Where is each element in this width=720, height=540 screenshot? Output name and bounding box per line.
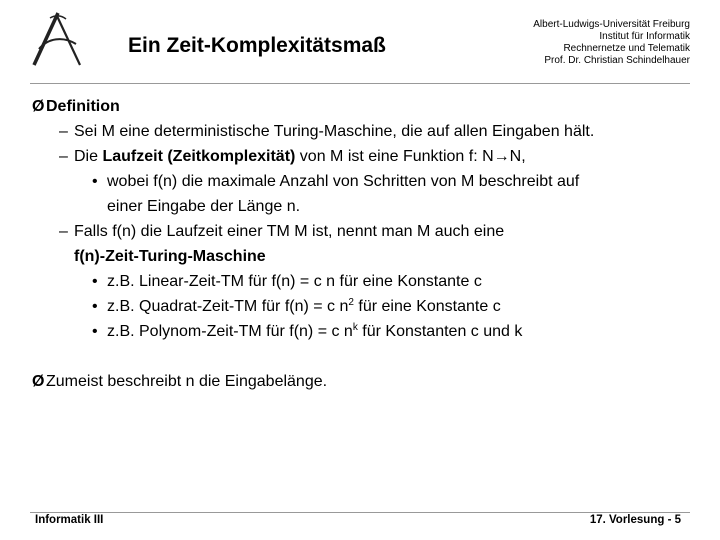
definition-heading — [32, 94, 700, 119]
definition-item-2-term: Laufzeit (Zeitkomplexität) — [102, 148, 296, 165]
university-logo-icon — [30, 10, 86, 68]
dot-bullet-icon: • — [92, 323, 98, 340]
example-item-3-post: für Konstanten c und k — [357, 323, 523, 340]
slide-content — [32, 94, 700, 394]
definition-item-2-suffix: von M ist eine Funktion f: N — [295, 148, 494, 165]
dash-bullet-icon: – — [59, 123, 68, 140]
page-title: Ein Zeit-Komplexitätsmaß — [128, 34, 386, 57]
definition-item-3-text: Falls f(n) die Laufzeit einer TM M ist, nennt man M auch eine — [74, 223, 505, 240]
affiliation-department: Rechnernetze und Telematik — [563, 43, 690, 54]
example-item-1-text: z.B. Linear-Zeit-TM für f(n) = c n für eine Konstante c — [107, 273, 482, 290]
example-item-2-exponent: 2 — [348, 297, 354, 308]
dash-bullet-icon: – — [59, 223, 68, 240]
example-item-2 — [32, 294, 700, 319]
example-item-1 — [32, 269, 700, 294]
affiliation-university: Albert-Ludwigs-Universität Freiburg — [533, 19, 690, 30]
right-arrow-icon: → — [493, 148, 510, 165]
second-heading-text: Zumeist beschreibt n die Eingabelänge. — [46, 373, 328, 390]
second-heading — [32, 369, 700, 394]
example-item-2-pre: z.B. Quadrat-Zeit-TM für f(n) = c n — [107, 298, 349, 315]
footer-course: Informatik III — [35, 514, 104, 526]
definition-subitem-1-line1: wobei f(n) die maximale Anzahl von Schritten von M beschreibt auf — [107, 173, 580, 190]
arrow-bullet-icon: Ø — [32, 373, 45, 390]
definition-item-3-term: f(n)-Zeit-Turing-Maschine — [74, 248, 266, 265]
definition-item-1 — [32, 119, 700, 144]
affiliation-institute: Institut für Informatik — [599, 31, 690, 42]
definition-heading-text: Definition — [46, 98, 120, 115]
affiliation-professor: Prof. Dr. Christian Schindelhauer — [544, 55, 690, 66]
example-item-3-pre: z.B. Polynom-Zeit-TM für f(n) = c n — [107, 323, 353, 340]
definition-item-3 — [32, 219, 700, 269]
example-item-3 — [32, 319, 700, 344]
dot-bullet-icon: • — [92, 273, 98, 290]
footer-divider — [30, 512, 690, 513]
dot-bullet-icon: • — [92, 173, 98, 190]
arrow-bullet-icon: Ø — [32, 98, 45, 115]
definition-item-2-prefix: Die — [74, 148, 103, 165]
definition-subitem-1-line2: einer Eingabe der Länge n. — [107, 198, 301, 215]
definition-item-2-end: N, — [509, 148, 526, 165]
example-item-3-exponent: k — [352, 322, 358, 333]
definition-item-1-text: Sei M eine deterministische Turing-Maschine, die auf allen Eingaben hält. — [74, 123, 595, 140]
definition-subitem-1 — [32, 169, 700, 219]
definition-item-2 — [32, 144, 700, 169]
footer-page-number: 17. Vorlesung - 5 — [589, 514, 681, 526]
dash-bullet-icon: – — [59, 148, 68, 165]
example-item-2-post: für eine Konstante c — [353, 298, 501, 315]
header-divider — [30, 83, 690, 84]
affiliation-block — [460, 19, 690, 67]
dot-bullet-icon: • — [92, 298, 98, 315]
